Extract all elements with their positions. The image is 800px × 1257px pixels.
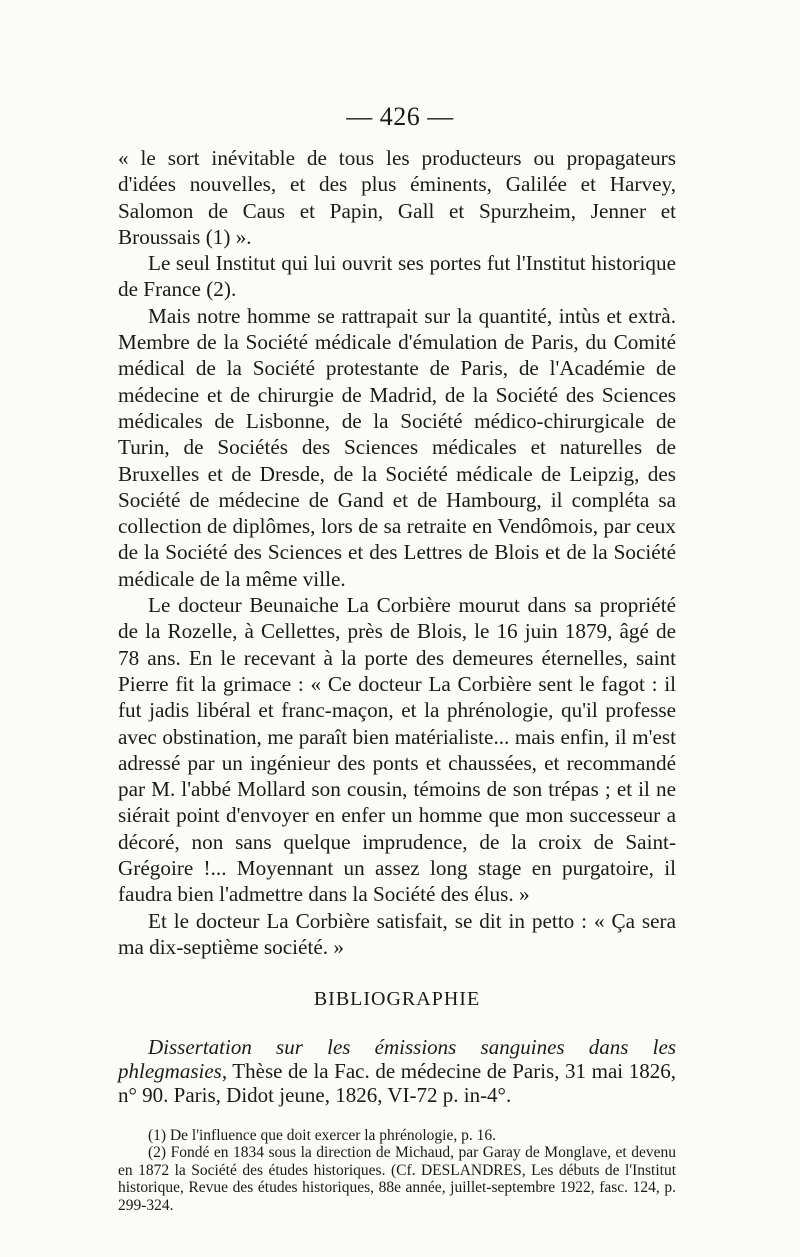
- footnote: (1) De l'influence que doit exercer la phrénologie, p. 16.: [148, 1126, 496, 1144]
- bibliography-title: Dissertation sur les émissions sanguines dans les phlegmasies,: [118, 1034, 676, 1083]
- section-heading: BIBLIOGRAPHIE: [313, 988, 481, 1011]
- paragraph: « le sort inévitable de tous les producteurs ou propagateurs d'idées nouvelles, et des plus éminents, Galilée et Harvey, Salomon de Caus et Papin, Gall et Spurzheim, Jenner et Broussais (1) ».: [118, 146, 676, 249]
- page-number: — 426 —: [346, 102, 454, 131]
- bibliography-entry: [118, 1035, 676, 1107]
- paragraph: Mais notre homme se rattrapait sur la quantité, intùs et extrà. Membre de la Société médicale d'émulation de Paris, du Comité médical de la Société protestante de Paris, de l'Académie de médecine et de chirurgie de Madrid, de la Société des Sciences médicales de Lisbonne, de la Société médico-chirurgicale de Turin, de Sociétés des Sciences médicales et naturelles de Bruxelles et de Dresde, de la Société médicale de Leipzig, des Société de médecine de Gand et de Hambourg, il compléta sa collection de diplômes, lors de sa retraite en Vendômois, par ceux de la Société des Sciences et des Lettres de Blois et de la Société médicale de la même ville.: [118, 303, 676, 591]
- paragraph: Et le docteur La Corbière satisfait, se dit in petto : « Ça sera ma dix-septième société. »: [118, 908, 676, 959]
- bibliography-details: Thèse de la Fac. de médecine de Paris, 31 mai 1826, n° 90. Paris, Didot jeune, 1826, VI-72 p. in-4°.: [118, 1058, 676, 1107]
- paragraph: Le docteur Beunaiche La Corbière mourut dans sa propriété de la Rozelle, à Cellettes, près de Blois, le 16 juin 1879, âgé de 78 ans. En le recevant à la porte des demeures éternelles, saint Pierre fit la grimace : « Ce docteur La Corbière sent le fagot : il fut jadis libéral et franc-maçon, et la phrénologie, qu'il professe avec obstination, me paraît bien matérialiste... mais enfin, il m'est adressé par un ingénieur des ponts et chaussées, et recommandé par M. l'abbé Mollard son cousin, témoins de son trépas ; et il ne siérait point d'envoyer en enfer un homme que mon successeur a décoré, non sans quelque imprudence, de la croix de Saint-Grégoire !... Moyennant un assez long stage en purgatoire, il faudra bien l'admettre dans la Société des élus. »: [118, 593, 676, 907]
- body-text: [118, 145, 676, 1214]
- paragraph: Le seul Institut qui lui ouvrit ses portes fut l'Institut historique de France (2).: [118, 251, 676, 302]
- footnote: (2) Fondé en 1834 sous la direction de Michaud, par Garay de Monglave, et devenu en 1872 la Société des études historiques. (Cf. DESLANDRES, Les débuts de l'Institut historique, Revue des études historiques, 88e année, juillet-septembre 1922, fasc. 124, p. 299-324.: [118, 1144, 676, 1214]
- footnotes: [118, 1127, 676, 1215]
